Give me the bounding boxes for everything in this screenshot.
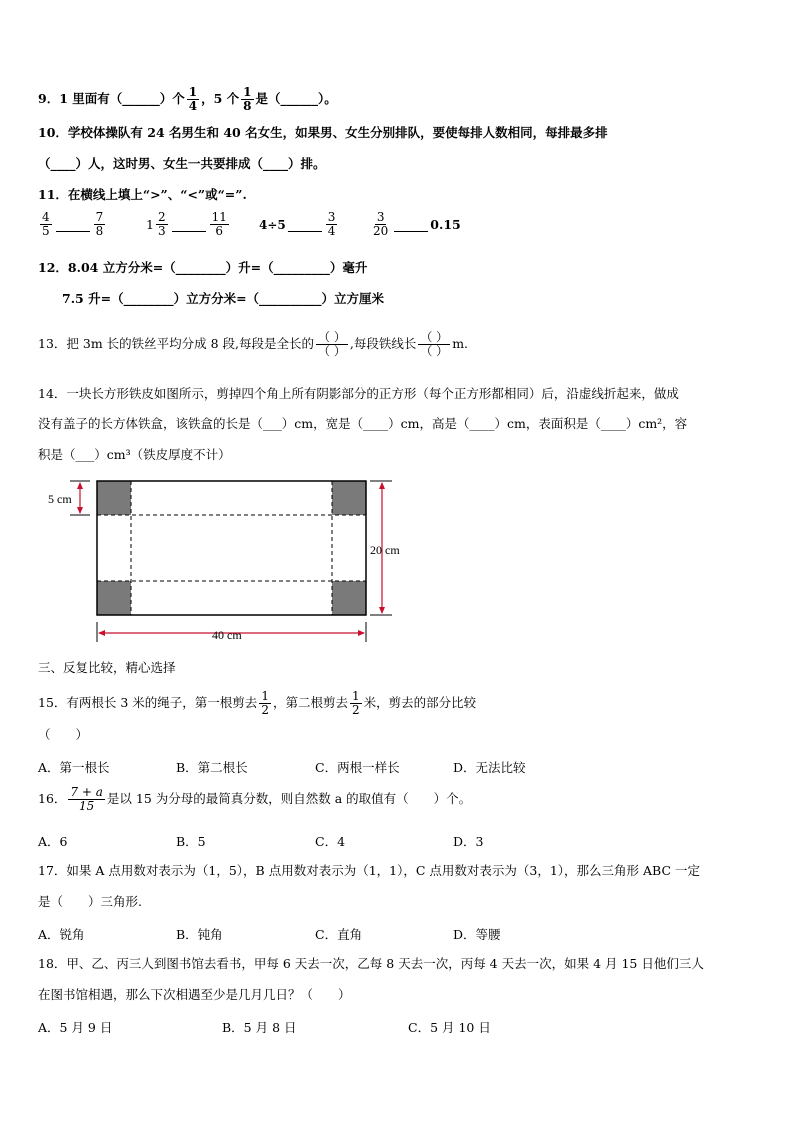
q9-text-a: 9．1 里面有（______）个 [38,91,185,106]
q17-option-a[interactable]: A．锐角 [38,927,85,942]
q11-c2-b-den: 6 [215,224,224,238]
q16-fraction [68,786,104,813]
question-15 [38,690,476,717]
q13-text-b: ,每段铁线长 [349,336,417,351]
q13-f2-den: （ ） [420,344,449,358]
q16-text: 是以 15 为分母的最简真分数，则自然数 a 的取值有（ ）个。 [106,791,472,806]
q16-f-num: 7 + a [70,785,103,799]
q18-option-c[interactable]: C．5 月 10 日 [408,1020,491,1035]
q14-figure [40,470,420,650]
q15-option-a[interactable]: A．第一根长 [38,760,110,775]
q11-compare-4 [369,211,461,238]
q11-c2-whole: 1 [146,217,154,232]
q18-option-a[interactable]: A．5 月 9 日 [38,1020,113,1035]
q15-f2-den: 2 [351,703,360,717]
q9-f2-num: 1 [243,85,252,99]
q15-option-b[interactable]: B．第二根长 [176,760,248,775]
q16-option-d[interactable]: D．3 [453,834,484,849]
q13-f1-den: （ ） [318,344,346,358]
q13-text-c: m. [452,336,469,351]
corner-square-tr [332,481,366,515]
corner-square-tl [97,481,131,515]
q13-f2-num: （ ） [420,330,449,344]
q13-fraction-2 [418,331,450,358]
q11-c1-b-den: 8 [95,224,104,238]
question-13 [38,331,468,358]
question-14-line-1: 14．一块长方形铁皮如图所示，剪掉四个角上所有阴影部分的正方形（每个正方形都相同）后，沿虚线折起来，做成 [38,386,679,401]
q15-text-c: 米，剪去的部分比较 [363,695,477,710]
corner-square-bl [97,581,131,615]
q11-c4-blank [394,230,428,232]
q16-option-b[interactable]: B．5 [176,834,206,849]
q9-text-b: ，5 个 [201,91,240,106]
q16-f-den: 15 [79,799,95,813]
question-18-line-1: 18．甲、乙、丙三人到图书馆去看书，甲每 6 天去一次，乙每 8 天去一次，丙每 4 天去一次，如果 4 月 15 日他们三人 [38,956,704,971]
q16-option-c[interactable]: C．4 [315,834,346,849]
q18-option-b[interactable]: B．5 月 8 日 [222,1020,297,1035]
q9-text-c: 是（______）。 [255,91,337,106]
corner-arrow-head-down [77,507,83,514]
question-17-line-1: 17．如果 A 点用数对表示为（1，5），B 点用数对表示为（1，1），C 点用数对表示为（3，1），那么三角形 ABC 一定 [38,863,701,878]
q11-c1-a-den: 5 [42,224,50,238]
question-18-line-2: 在图书馆相遇，那么下次相遇至少是几月几日？（ ） [38,987,351,1002]
q11-c1-blank [56,230,90,232]
q11-c3-a: 4÷5 [259,217,286,232]
height-arrow-head-down [379,607,385,614]
q15-f1-num: 1 [261,689,269,703]
q9-fraction-2 [241,86,253,113]
q9-f1-den: 4 [188,99,198,113]
q13-f1-num: （ ） [318,330,346,344]
question-14-line-3: 积是（___）cm³（铁皮厚度不计） [38,447,231,462]
q13-text-a: 13．把 3m 长的铁丝平均分成 8 段,每段是全长的 [38,336,315,351]
q9-f2-den: 8 [243,99,252,113]
q15-f2-num: 1 [351,689,360,703]
q15-paren: （ ） [38,727,89,742]
label-40cm: 40 cm [212,628,242,642]
sheet-outline [97,481,366,615]
q11-compare-1 [38,211,107,238]
question-11-title: 11．在横线上填上“>”、“<”或“=”. [38,187,247,202]
q15-text-a: 15．有两根长 3 米的绳子，第一根剪去 [38,695,258,710]
q11-c4-a-num: 3 [376,210,385,224]
question-14-line-2: 没有盖子的长方体铁盒，该铁盒的长是（___）cm，宽是（____）cm，高是（____）cm，表面积是（____）cm²，容 [38,416,688,431]
question-9 [38,86,337,113]
q17-option-b[interactable]: B．钝角 [176,927,223,942]
question-16 [38,786,471,813]
q11-c1-b-num: 7 [95,210,104,224]
fold-lines [97,481,366,615]
corner-square-br [332,581,366,615]
question-12-line-2: 7.5 升=（________）立方分米=（__________）立方厘米 [62,291,385,306]
q16-number: 16． [38,791,67,806]
q11-c1-a-num: 4 [42,210,50,224]
q11-c3-b-num: 3 [327,210,336,224]
q11-compare-2 [146,211,231,238]
q11-c2-a-den: 3 [157,224,166,238]
q15-fraction-1 [259,690,271,717]
q11-c4-a-den: 20 [373,224,389,238]
q11-compare-3 [259,211,339,238]
height-arrow-head-up [379,482,385,489]
section-3-heading: 三、反复比较，精心选择 [38,660,176,675]
q15-option-c[interactable]: C．两根一样长 [315,760,400,775]
q11-c2-a-num: 2 [157,210,166,224]
question-12-line-1: 12．8.04 立方分米=（________）升=（_________）毫升 [38,260,368,275]
label-20cm: 20 cm [370,543,400,557]
q13-fraction-1 [316,331,348,358]
question-10-line-2: （____）人，这时男、女生一共要排成（____）排。 [38,156,326,171]
q15-fraction-2 [350,690,362,717]
q9-f1-num: 1 [188,85,198,99]
label-5cm: 5 cm [48,492,72,506]
q17-option-c[interactable]: C．直角 [315,927,363,942]
question-10-line-1: 10．学校体操队有 24 名男生和 40 名女生，如果男、女生分别排队，要使每排人数相同，每排最多排 [38,125,608,140]
q15-f1-den: 2 [261,703,269,717]
q11-c2-b-num: 11 [211,210,227,224]
q11-c4-b: 0.15 [430,217,461,232]
width-arrow-head-right [358,630,365,636]
q16-option-a[interactable]: A．6 [38,834,68,849]
q17-option-d[interactable]: D．等腰 [453,927,501,942]
question-17-line-2: 是（ ）三角形. [38,894,142,909]
corner-arrow-head-up [77,482,83,489]
q11-c3-blank [288,230,322,232]
q11-c3-b-den: 4 [327,224,336,238]
q11-c2-blank [172,230,206,232]
width-arrow-head-left [98,630,105,636]
q15-option-d[interactable]: D．无法比较 [453,760,526,775]
q15-text-b: ，第二根剪去 [272,695,348,710]
q9-fraction-1 [187,86,199,113]
